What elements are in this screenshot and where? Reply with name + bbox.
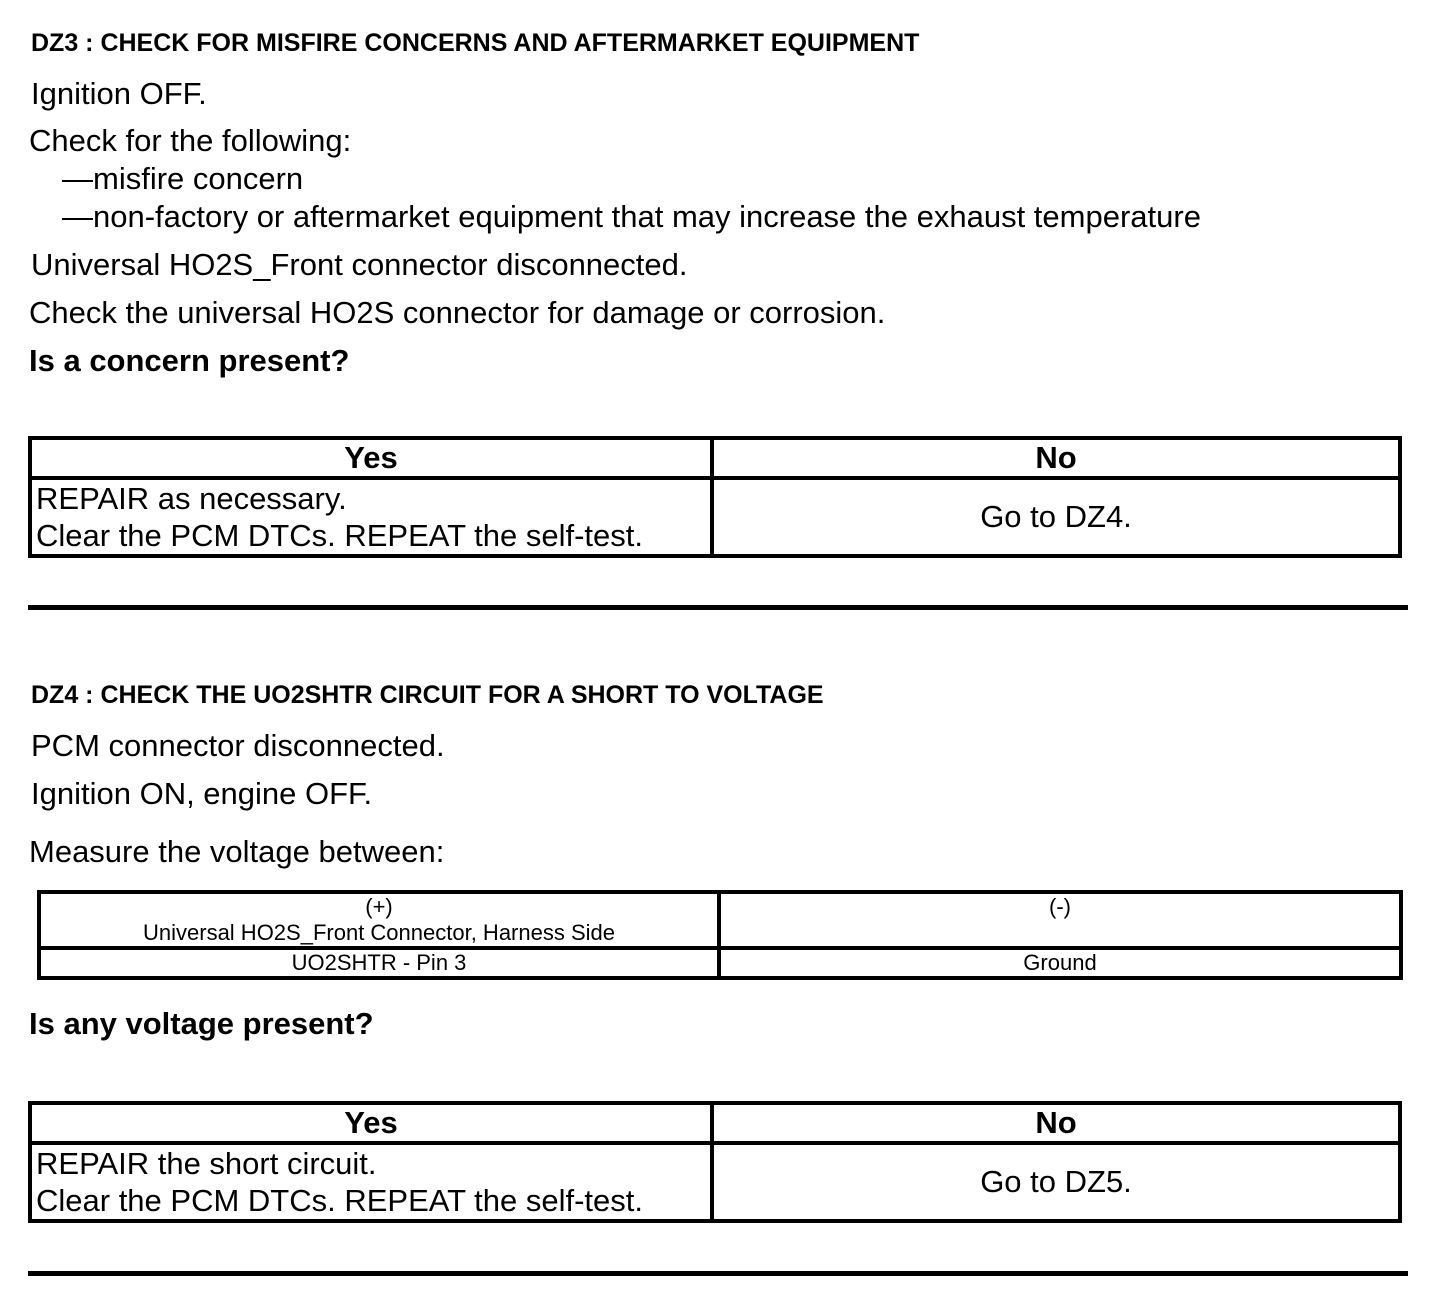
dz3-line-ignition: Ignition OFF.	[31, 76, 207, 111]
bottom-divider	[28, 1271, 1408, 1276]
dz3-no-header: No	[712, 438, 1400, 478]
dz3-yes-line-2: Clear the PCM DTCs. REPEAT the self-test.	[36, 518, 643, 553]
dz3-no-cell: Go to DZ4.	[712, 478, 1400, 556]
dz4-yes-header: Yes	[30, 1103, 712, 1143]
section-divider	[28, 605, 1408, 610]
dz4-line-measure: Measure the voltage between:	[29, 834, 445, 869]
dz4-yes-line-2: Clear the PCM DTCs. REPEAT the self-test.	[36, 1183, 643, 1218]
dz3-yes-cell	[30, 478, 712, 556]
dz4-line-pcm: PCM connector disconnected.	[31, 728, 445, 763]
dz4-yes-line-1: REPAIR the short circuit.	[36, 1146, 377, 1181]
dz3-yes-no-table	[28, 436, 1402, 558]
dz3-yes-line-1: REPAIR as necessary.	[36, 481, 347, 516]
measure-neg-header: (-)	[719, 892, 1401, 948]
dz4-measure-table	[37, 890, 1403, 980]
dz3-line-check: Check for the following:	[29, 123, 352, 158]
dz4-yes-cell	[30, 1143, 712, 1221]
dz3-title: DZ3 : CHECK FOR MISFIRE CONCERNS AND AFTERMARKET EQUIPMENT	[31, 29, 920, 57]
dz3-line-inspect: Check the universal HO2S connector for damage or corrosion.	[29, 295, 886, 330]
dz3-yes-header: Yes	[30, 438, 712, 478]
dz4-no-cell: Go to DZ5.	[712, 1143, 1400, 1221]
dz3-bullet-misfire: —misfire concern	[62, 161, 304, 196]
dz4-question: Is any voltage present?	[29, 1006, 374, 1041]
measure-pos-header: (+)	[365, 894, 393, 919]
dz4-yes-no-table	[28, 1101, 1402, 1223]
measure-pos-header-cell	[39, 892, 719, 948]
dz3-bullet-aftermarket: —non-factory or aftermarket equipment that may increase the exhaust temperature	[62, 199, 1201, 234]
measure-neg-value: Ground	[719, 948, 1401, 978]
dz4-line-ignition: Ignition ON, engine OFF.	[31, 776, 373, 811]
dz4-title: DZ4 : CHECK THE UO2SHTR CIRCUIT FOR A SHORT TO VOLTAGE	[31, 681, 824, 709]
measure-pos-subheader: Universal HO2S_Front Connector, Harness Side	[143, 920, 615, 945]
dz3-question: Is a concern present?	[29, 343, 350, 378]
dz4-no-header: No	[712, 1103, 1400, 1143]
dz3-line-connector: Universal HO2S_Front connector disconnected.	[31, 247, 688, 282]
measure-pos-value: UO2SHTR - Pin 3	[39, 948, 719, 978]
